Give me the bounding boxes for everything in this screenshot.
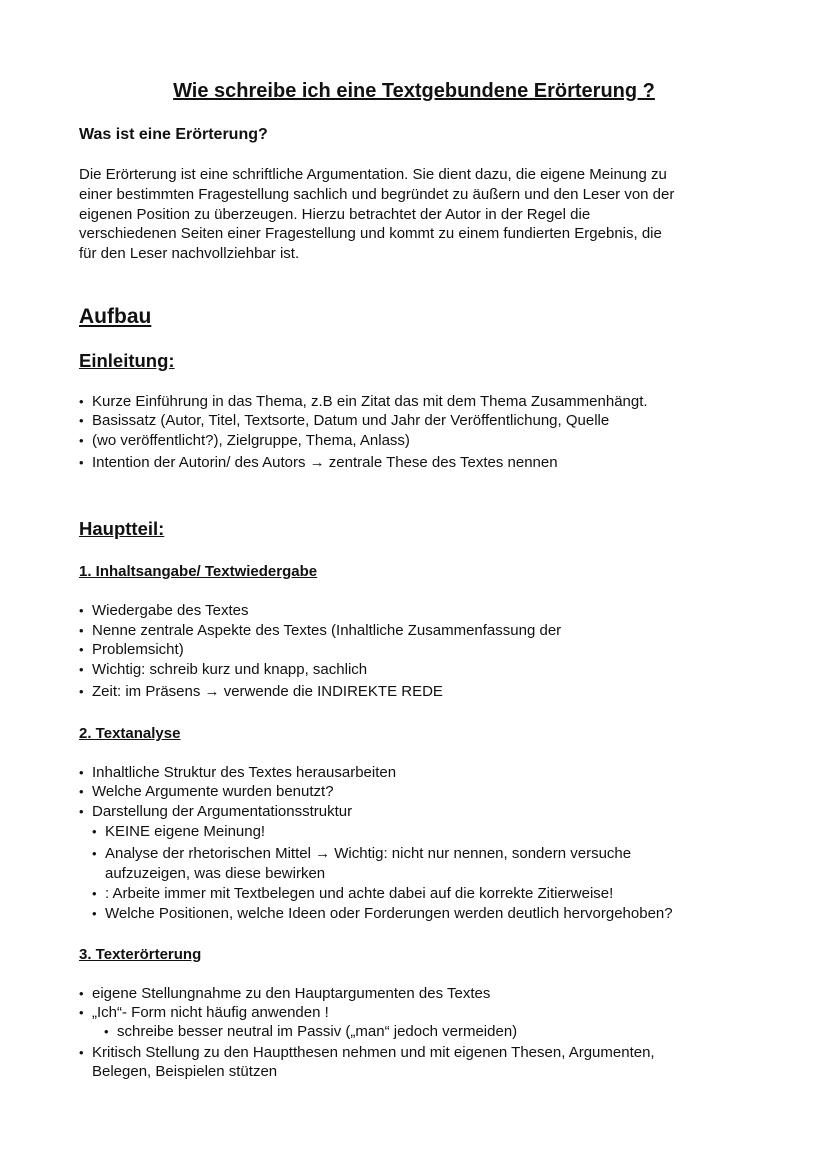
list-item: • eigene Stellungnahme zu den Hauptargumenten des Textes [79,985,491,1002]
intro-paragraph [79,165,759,264]
sub-list-item: • Analyse der rhetorischen Mittel → Wichtig: nicht nur nennen, sondern versuche [92,845,632,862]
texteroerterung-heading: 3. Texterörterung [79,946,202,963]
intro-line: für den Leser nachvollziehbar ist. [79,245,300,263]
list-item: • Inhaltliche Struktur des Textes herausarbeiten [79,764,397,781]
bullet-icon: • [79,603,84,618]
list-item: • Darstellung der Argumentationsstruktur [79,803,353,820]
list-item: • (wo veröffentlicht?), Zielgruppe, Thema, Anlass) [79,432,410,449]
list-item: • Basissatz (Autor, Titel, Textsorte, Datum und Jahr der Veröffentlichung, Quelle [79,412,610,429]
aufbau-heading: Aufbau [79,305,152,328]
bullet-icon: • [79,433,84,448]
bullet-icon: • [79,394,84,409]
intro-line: eigenen Position zu überzeugen. Hierzu betrachtet der Autor in der Regel die [79,205,591,223]
list-item: • Zeit: im Präsens → verwende die INDIREKTE REDE [79,683,443,700]
bullet-icon: • [92,906,97,921]
bullet-icon: • [79,413,84,428]
list-item: • „Ich“- Form nicht häufig anwenden ! [79,1004,329,1021]
list-item: • Kurze Einführung in das Thema, z.B ein Zitat das mit dem Thema Zusammenhängt. [79,393,648,410]
bullet-icon: • [79,986,84,1001]
bullet-icon: • [79,642,84,657]
sub-list-item-continuation: aufzuzeigen, was diese bewirken [105,865,326,882]
bullet-icon: • [104,1024,109,1039]
inhaltsangabe-heading: 1. Inhaltsangabe/ Textwiedergabe [79,563,318,580]
hauptteil-heading: Hauptteil: [79,518,165,539]
einleitung-heading: Einleitung: [79,350,175,371]
bullet-icon: • [79,623,84,638]
bullet-icon: • [92,846,97,861]
list-item-continuation: Belegen, Beispielen stützen [92,1063,278,1080]
sub-list-item: • schreibe besser neutral im Passiv („man“ jedoch vermeiden) [104,1023,518,1040]
bullet-icon: • [79,1045,84,1060]
list-item: • Nenne zentrale Aspekte des Textes (Inhaltliche Zusammenfassung der [79,622,562,639]
intro-heading: Was ist eine Erörterung? [79,126,268,143]
bullet-icon: • [79,455,84,470]
page-title: Wie schreibe ich eine Textgebundene Erörterung ? [173,80,655,102]
list-item: • Kritisch Stellung zu den Hauptthesen nehmen und mit eigenen Thesen, Argumenten, [79,1044,655,1061]
bullet-icon: • [79,662,84,677]
list-item: • Intention der Autorin/ des Autors → zentrale These des Textes nennen [79,454,558,471]
intro-line: einer bestimmten Fragestellung sachlich und begründet zu äußern und den Leser von der [79,185,675,203]
bullet-icon: • [92,824,97,839]
bullet-icon: • [79,784,84,799]
intro-line: Die Erörterung ist eine schriftliche Argumentation. Sie dient dazu, die eigene Meinung zu [79,166,667,183]
bullet-icon: • [79,765,84,780]
sub-list-item: • Welche Positionen, welche Ideen oder Forderungen werden deutlich hervorgehoben? [92,905,673,922]
bullet-icon: • [79,804,84,819]
sub-list-item: • : Arbeite immer mit Textbelegen und achte dabei auf die korrekte Zitierweise! [92,885,614,902]
list-item: • Welche Argumente wurden benutzt? [79,783,334,800]
bullet-icon: • [79,1005,84,1020]
sub-list-item: • KEINE eigene Meinung! [92,823,266,840]
bullet-icon: • [92,886,97,901]
bullet-icon: • [79,684,84,699]
list-item: • Wiedergabe des Textes [79,602,249,619]
textanalyse-heading: 2. Textanalyse [79,725,181,742]
list-item: • Problemsicht) [79,641,184,658]
intro-line: verschiedenen Seiten einer Fragestellung und kommt zu einem fundierten Ergebnis, die [79,225,662,243]
list-item: • Wichtig: schreib kurz und knapp, sachlich [79,661,368,678]
